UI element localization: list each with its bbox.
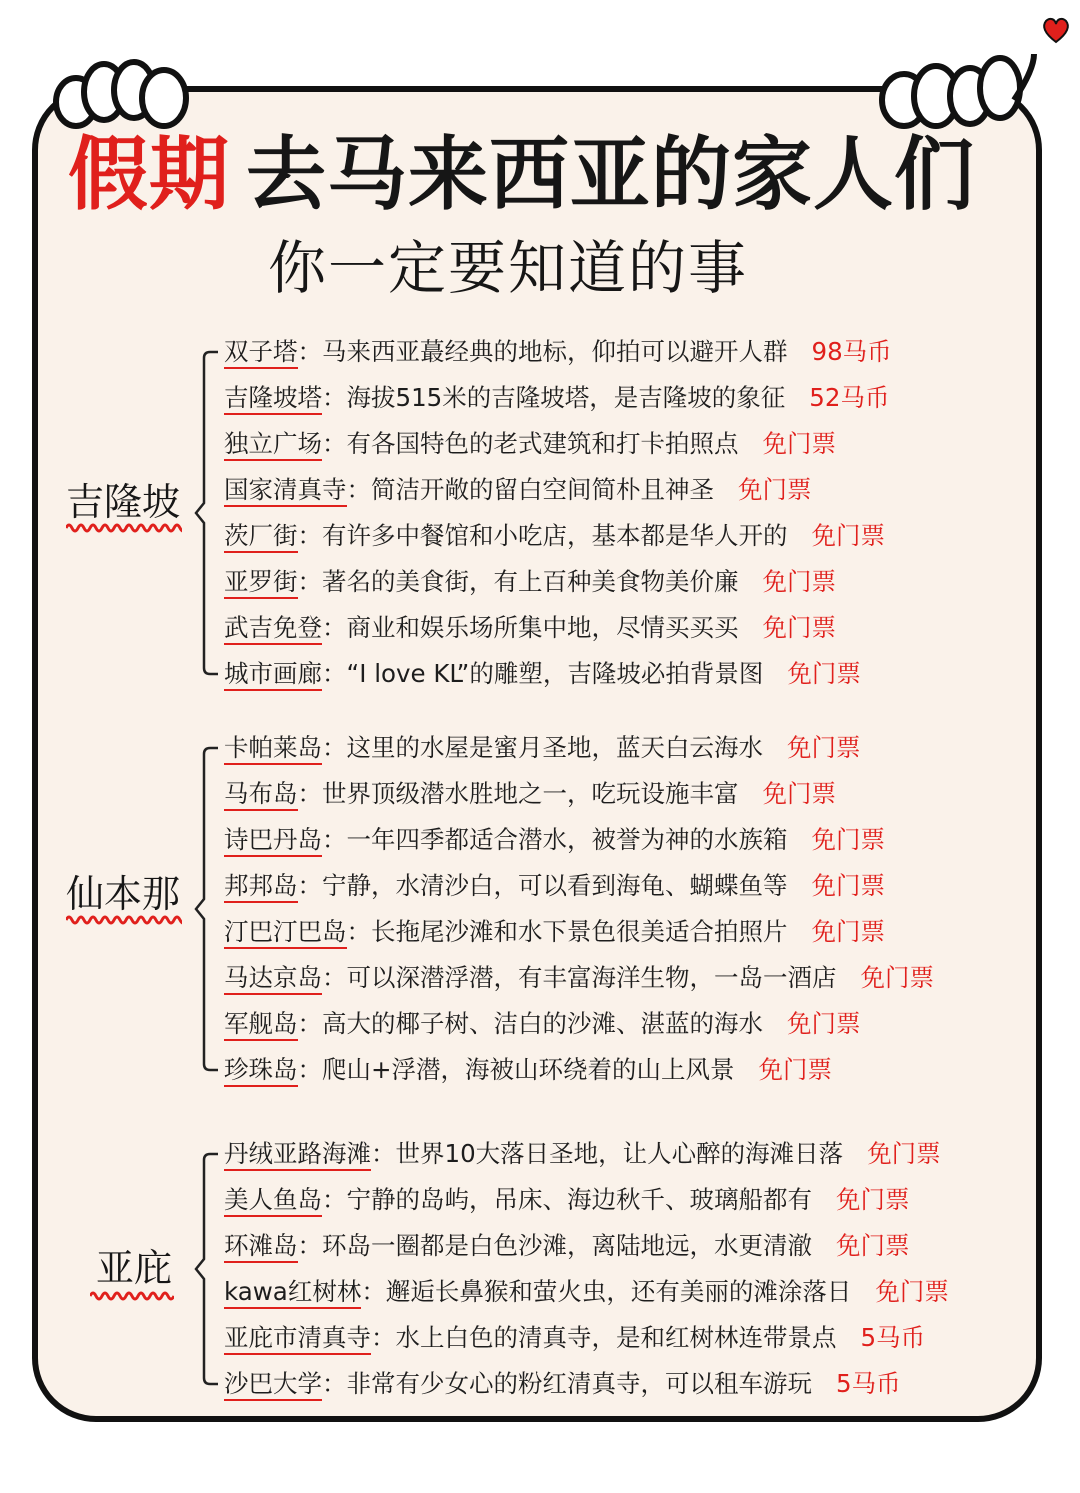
attraction-price: 免门票 [875,1277,949,1306]
page-subtitle: 你一定要知道的事 [268,234,749,302]
attraction-description: ：商业和娱乐场所集中地，尽情买买买 [322,613,739,642]
attraction-description: ：有许多中餐馆和小吃店，基本都是华人开的 [297,521,788,550]
attraction-description: ：邂逅长鼻猴和萤火虫，还有美丽的滩涂落日 [361,1277,852,1306]
attraction-price: 5马币 [836,1369,901,1398]
attraction-name: 诗巴丹岛 [224,825,322,857]
attraction-item [224,562,836,602]
attraction-description: ：世界顶级潜水胜地之一，吃玩设施丰富 [297,779,739,808]
attraction-name: 亚庇市清真寺 [224,1323,371,1355]
attraction-item [224,516,885,556]
bracket-line [188,1152,228,1386]
attraction-price: 免门票 [762,613,836,642]
attraction-name: 沙巴大学 [224,1369,322,1401]
attraction-description: ：爬山+浮潜，海被山环绕着的山上风景 [297,1055,735,1084]
attraction-price: 52马币 [809,383,890,412]
attraction-item [224,424,836,464]
attraction-name: 双子塔 [224,337,298,369]
attraction-description: ：非常有少女心的粉红清真寺，可以租车游玩 [322,1369,812,1398]
wavy-underline-icon [66,914,182,926]
attraction-price: 免门票 [860,963,934,992]
attraction-name: 邦邦岛 [224,871,298,903]
attraction-name: 军舰岛 [224,1009,298,1041]
page-title [68,120,1058,230]
attraction-description: ：环岛一圈都是白色沙滩，离陆地远，水更清澈 [297,1231,812,1260]
attraction-price: 免门票 [811,871,885,900]
attraction-description: ：可以深潜浮潜，有丰富海洋生物，一岛一酒店 [322,963,837,992]
attraction-name: 汀巴汀巴岛 [224,917,347,949]
attraction-description: ：“I love KL”的雕塑，吉隆坡必拍背景图 [322,659,764,688]
attraction-description: ：简洁开敞的留白空间简朴且神圣 [346,475,714,504]
attraction-item [224,332,892,372]
attraction-item [224,820,885,860]
attraction-item [224,866,885,906]
heart-icon [1040,14,1072,46]
attraction-item [224,654,861,694]
attraction-description: ：水上白色的清真寺，是和红树林连带景点 [371,1323,837,1352]
attraction-name: 茨厂街 [224,521,298,553]
attraction-item [224,1180,910,1220]
attraction-price: 5马币 [860,1323,926,1352]
attraction-name: 马布岛 [224,779,298,811]
attraction-price: 免门票 [867,1139,941,1168]
bracket-line [188,746,228,1072]
attraction-item [224,1272,949,1312]
attraction-price: 免门票 [762,429,836,458]
attraction-price: 免门票 [738,475,812,504]
attraction-name: 国家清真寺 [224,475,347,507]
attraction-item [224,774,836,814]
attraction-description: ：长拖尾沙滩和水下景色很美适合拍照片 [346,917,788,946]
attraction-item [224,1134,941,1174]
attraction-item [224,728,861,768]
attraction-description: ：马来西亚蕞经典的地标，仰拍可以避开人群 [297,337,788,366]
attraction-item [224,912,885,952]
region-label: 仙本那 [66,872,181,916]
attraction-price: 98马币 [811,337,892,366]
attraction-price: 免门票 [787,659,861,688]
attraction-description: ：这里的水屋是蜜月圣地，蓝天白云海水 [322,733,763,762]
attraction-description: ：著名的美食街，有上百种美食物美价廉 [297,567,739,596]
attraction-price: 免门票 [762,779,836,808]
attraction-description: ：世界10大落日圣地，让人心醉的海滩日落 [371,1139,844,1168]
attraction-name: 吉隆坡塔 [224,383,322,415]
attraction-price: 免门票 [811,825,885,854]
attraction-price: 免门票 [811,521,885,550]
bracket-line [188,350,228,676]
attraction-price: 免门票 [787,733,861,762]
attraction-item [224,470,812,510]
attraction-item [224,1050,832,1090]
attraction-price: 免门票 [836,1185,910,1214]
attraction-name: kawa红树林 [224,1277,361,1309]
wavy-underline-icon [66,522,182,534]
attraction-description: ：高大的椰子树、洁白的沙滩、湛蓝的海水 [297,1009,763,1038]
region-label: 吉隆坡 [66,480,181,524]
attraction-name: 独立广场 [224,429,322,461]
region-label: 亚庇 [96,1246,173,1290]
attraction-item [224,1004,861,1044]
attraction-price: 免门票 [836,1231,910,1260]
attraction-item [224,1226,910,1266]
attraction-name: 珍珠岛 [224,1055,298,1087]
attraction-description: ：宁静，水清沙白，可以看到海龟、蝴蝶鱼等 [297,871,788,900]
attraction-description: ：海拔515米的吉隆坡塔，是吉隆坡的象征 [322,383,786,412]
attraction-name: 亚罗街 [224,567,298,599]
attraction-price: 免门票 [787,1009,861,1038]
attraction-price: 免门票 [811,917,885,946]
attraction-name: 丹绒亚路海滩 [224,1139,371,1171]
attraction-name: 马达京岛 [224,963,322,995]
attraction-item [224,1364,901,1404]
attraction-description: ：有各国特色的老式建筑和打卡拍照点 [322,429,739,458]
attraction-name: 武吉免登 [224,613,322,645]
attraction-item [224,378,889,418]
attraction-name: 美人鱼岛 [224,1185,322,1217]
title-main: 去马来西亚的家人们 [246,128,975,221]
attraction-item [224,608,836,648]
attraction-name: 卡帕莱岛 [224,733,322,765]
attraction-description: ：一年四季都适合潜水，被誉为神的水族箱 [322,825,788,854]
attraction-description: ：宁静的岛屿，吊床、海边秋千、玻璃船都有 [322,1185,812,1214]
attraction-name: 环滩岛 [224,1231,298,1263]
attraction-item [224,958,934,998]
title-highlight: 假期 [68,128,230,221]
attraction-name: 城市画廊 [224,659,322,691]
attraction-item [224,1318,925,1358]
wavy-underline-icon [90,1290,174,1302]
attraction-price: 免门票 [758,1055,833,1084]
attraction-price: 免门票 [762,567,836,596]
